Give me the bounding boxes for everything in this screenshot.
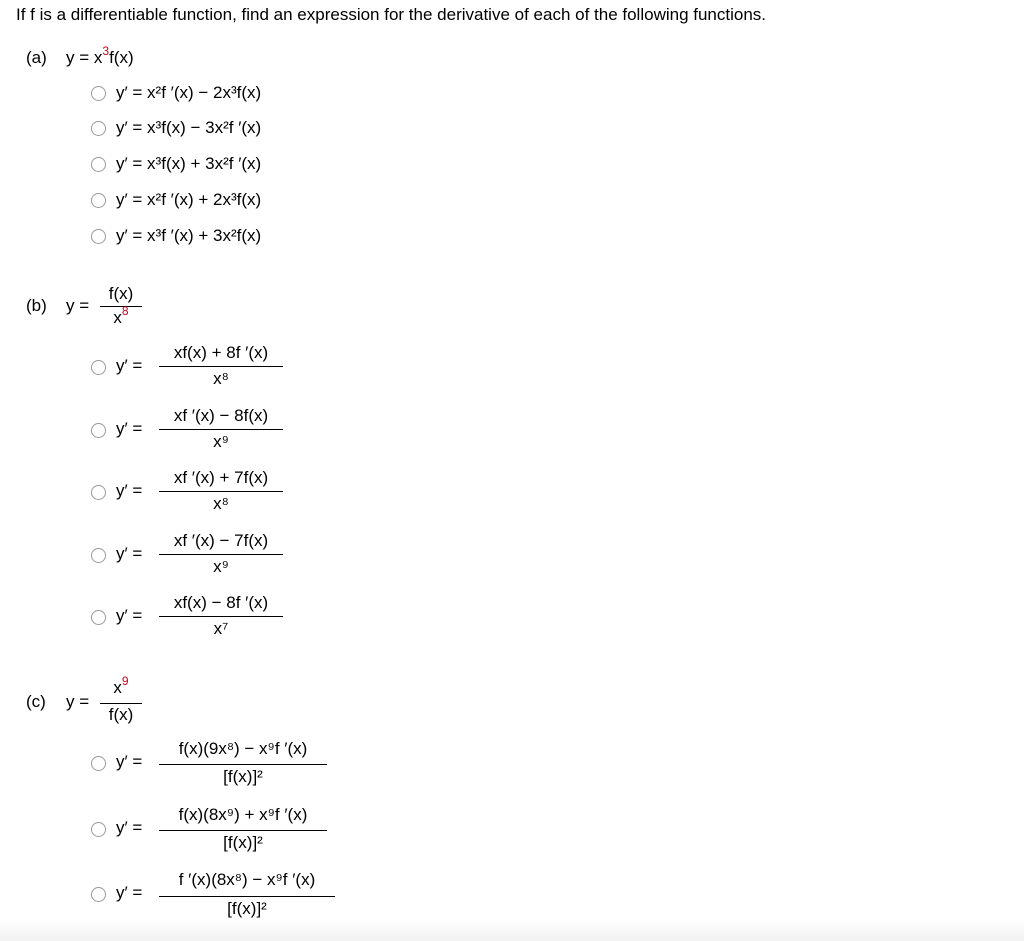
- part-a-option-4: y′ = x²f ′(x) + 2x³f(x): [116, 190, 262, 209]
- part-b-option-4-lhs: y′ =: [116, 544, 143, 563]
- part-c-function-fraction: [100, 674, 142, 726]
- fraction-bar: [159, 429, 283, 430]
- part-a-option-4-radio[interactable]: [91, 193, 106, 208]
- part-a-fn-prefix: y = x: [66, 48, 103, 67]
- part-b-fn-den-exp: 8: [121, 304, 129, 318]
- part-c-option-2-denominator: [f(x)]²: [223, 833, 263, 852]
- part-a-option-1: y′ = x²f ′(x) − 2x³f(x): [116, 83, 262, 102]
- part-b-option-4-fraction: [159, 531, 283, 581]
- part-c-option-2-fraction: [159, 805, 327, 857]
- part-b-label: (b): [26, 296, 47, 315]
- part-a-fn-suffix: f(x): [109, 48, 134, 67]
- part-b-option-2-fraction: [159, 406, 283, 456]
- part-c-fn-denominator: f(x): [108, 705, 134, 724]
- fraction-bar: [159, 616, 283, 617]
- part-b-option-5-lhs: y′ =: [116, 606, 143, 625]
- fraction-bar: [159, 491, 283, 492]
- part-b-option-5-numerator: xf(x) − 8f ′(x): [173, 593, 269, 612]
- part-c-option-3-numerator: f ′(x)(8x⁸) − x⁹f ′(x): [178, 870, 316, 889]
- fraction-bar: [159, 830, 327, 831]
- part-b-option-5-radio[interactable]: [91, 610, 106, 625]
- part-c-option-1-radio[interactable]: [91, 756, 106, 771]
- part-b-option-2-denominator: x⁹: [213, 432, 229, 451]
- part-c-option-1-lhs: y′ =: [116, 752, 143, 771]
- part-a-option-5-radio[interactable]: [91, 229, 106, 244]
- part-a-option-2: y′ = x³f(x) − 3x²f ′(x): [116, 118, 262, 137]
- part-c-option-2-radio[interactable]: [91, 822, 106, 837]
- part-b-option-4-radio[interactable]: [91, 548, 106, 563]
- part-c-option-1-denominator: [f(x)]²: [223, 767, 263, 786]
- part-b-option-1-lhs: y′ =: [116, 356, 143, 375]
- part-a-option-3-radio[interactable]: [91, 157, 106, 172]
- part-b-option-1-numerator: xf(x) + 8f ′(x): [173, 343, 269, 362]
- part-c-fn-num-exp: 9: [121, 674, 129, 688]
- fraction-bar: [159, 764, 327, 765]
- fraction-bar: [159, 554, 283, 555]
- fraction-bar: [100, 703, 142, 704]
- part-b-fn-lhs: y =: [66, 296, 90, 315]
- part-b-fn-numerator: f(x): [108, 284, 134, 303]
- part-b-option-3-radio[interactable]: [91, 485, 106, 500]
- part-a-label: (a): [26, 48, 47, 67]
- part-b-option-1-radio[interactable]: [91, 360, 106, 375]
- question-intro: If f is a differentiable function, find an expression for the derivative of each of the following functions.: [16, 5, 767, 24]
- part-b-option-5-denominator: x⁷: [213, 619, 229, 638]
- part-b-option-4-denominator: x⁹: [213, 557, 229, 576]
- fraction-bar: [159, 896, 335, 897]
- part-c-fn-num-base: x: [113, 678, 122, 697]
- part-a-function: [66, 44, 134, 68]
- part-c-option-3-denominator: [f(x)]²: [227, 899, 267, 918]
- fraction-bar: [159, 366, 283, 367]
- part-b-option-2-radio[interactable]: [91, 423, 106, 438]
- part-b-option-3-lhs: y′ =: [116, 481, 143, 500]
- part-b-option-3-numerator: xf ′(x) + 7f(x): [173, 468, 269, 487]
- part-a-option-1-radio[interactable]: [91, 86, 106, 101]
- part-b-fn-den-base: x: [113, 308, 122, 327]
- part-b-option-4-numerator: xf ′(x) − 7f(x): [173, 531, 269, 550]
- part-a-option-5: y′ = x³f ′(x) + 3x²f(x): [116, 226, 262, 245]
- part-a-option-3: y′ = x³f(x) + 3x²f ′(x): [116, 154, 262, 173]
- part-b-fn-denominator: [100, 304, 142, 328]
- part-b-option-3-fraction: [159, 468, 283, 518]
- part-c-label: (c): [26, 692, 46, 711]
- part-c-fn-lhs: y =: [66, 692, 90, 711]
- part-c-option-3-fraction: [159, 870, 335, 922]
- part-a-option-2-radio[interactable]: [91, 121, 106, 136]
- part-b-function-fraction: [100, 284, 142, 332]
- part-c-fn-numerator: [100, 674, 142, 698]
- fraction-bar: [100, 306, 142, 307]
- part-b-option-2-numerator: xf ′(x) − 8f(x): [173, 406, 269, 425]
- part-b-option-1-denominator: x⁸: [213, 369, 229, 388]
- part-b-option-2-lhs: y′ =: [116, 419, 143, 438]
- part-b-option-3-denominator: x⁸: [213, 494, 229, 513]
- part-c-option-2-lhs: y′ =: [116, 818, 143, 837]
- part-c-option-3-lhs: y′ =: [116, 883, 143, 902]
- part-a-fn-exp: 3: [102, 44, 110, 58]
- part-c-option-3-radio[interactable]: [91, 887, 106, 902]
- part-b-option-5-fraction: [159, 593, 283, 643]
- part-c-option-2-numerator: f(x)(8x⁹) + x⁹f ′(x): [178, 805, 308, 824]
- part-b-option-1-fraction: [159, 343, 283, 393]
- bottom-fade: [0, 918, 1024, 941]
- part-c-option-1-fraction: [159, 739, 327, 791]
- part-c-option-1-numerator: f(x)(9x⁸) − x⁹f ′(x): [178, 739, 308, 758]
